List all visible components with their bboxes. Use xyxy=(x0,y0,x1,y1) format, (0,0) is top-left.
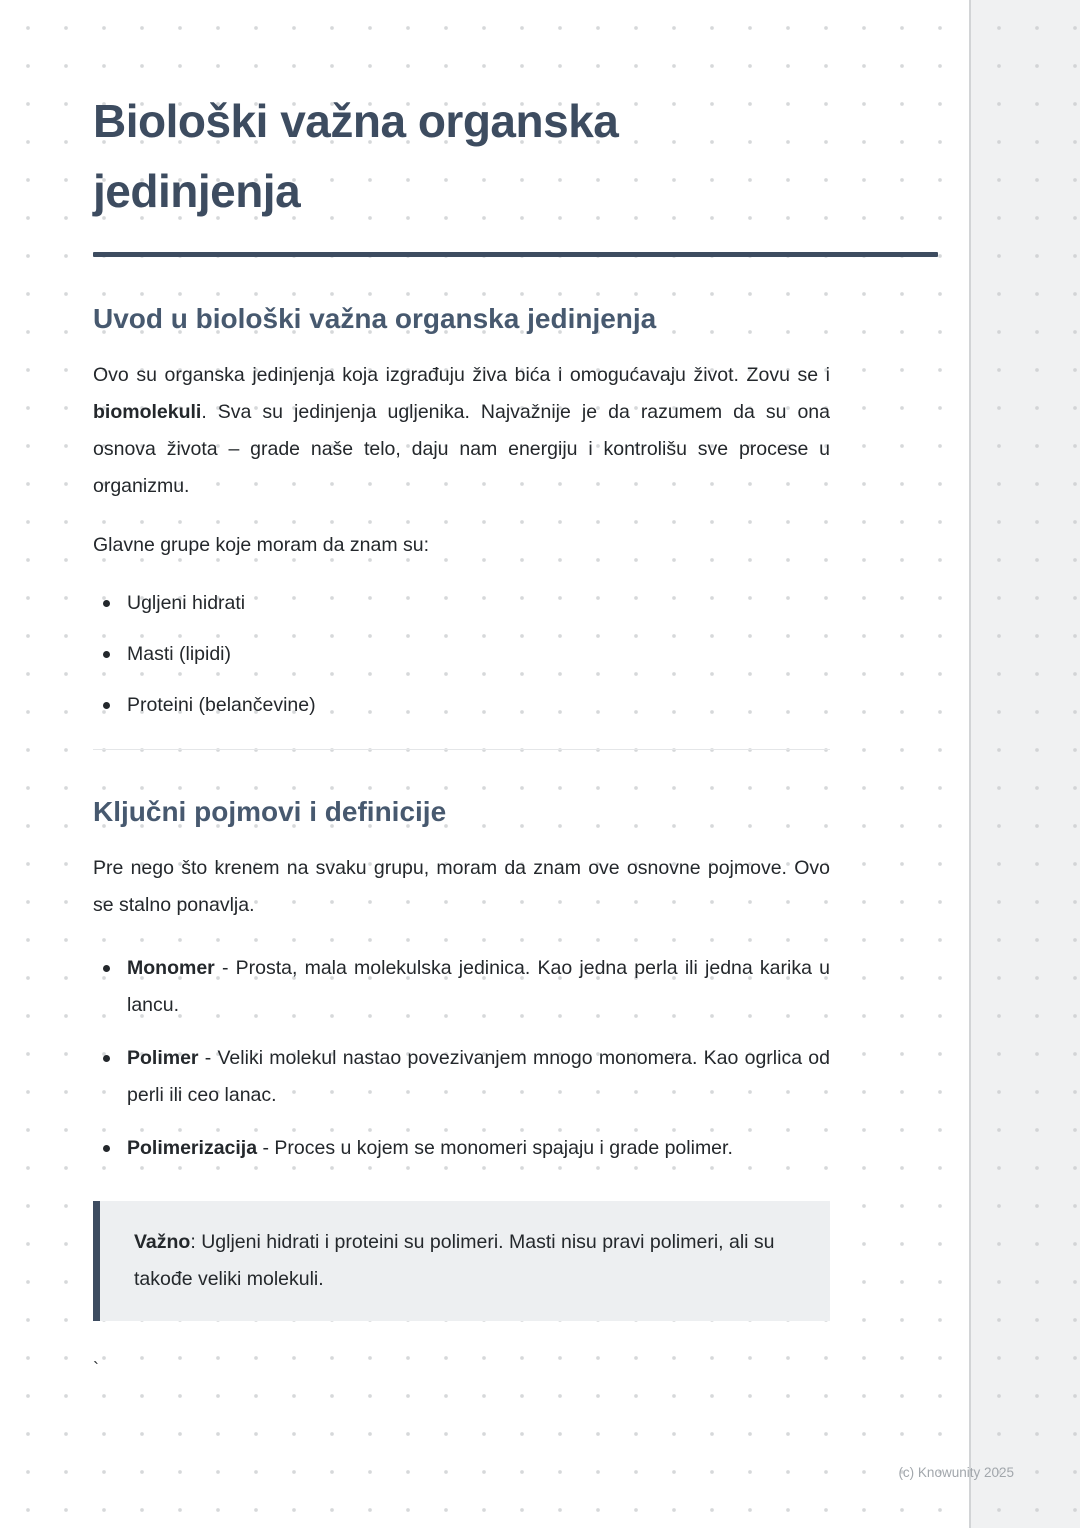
terms-lead-paragraph: Pre nego što krenem na svaku grupu, moram da znam ove osnovne pojmove. Ovo se stalno ponavlja. xyxy=(93,857,830,916)
groups-list xyxy=(93,590,830,719)
page-title-line-2: jedinjenja xyxy=(93,165,301,217)
term-definition: - Prosta, mala molekulska jedinica. Kao jedna perla ili jedna karika u lancu. xyxy=(127,957,830,1016)
term-definition: - Proces u kojem se monomeri spajaju i grade polimer. xyxy=(257,1137,733,1159)
bullet-icon xyxy=(103,702,110,709)
term-name: Monomer xyxy=(127,957,215,979)
page-title-line-1: Biološki važna organska xyxy=(93,95,619,147)
page-title xyxy=(93,86,938,226)
bullet-icon xyxy=(103,1145,110,1152)
section-heading-intro: Uvod u biološki važna organska jedinjenja xyxy=(93,303,657,334)
groups-lead-paragraph: Glavne grupe koje moram da znam su: xyxy=(93,534,429,556)
term-name: Polimer xyxy=(127,1047,199,1069)
list-item xyxy=(93,641,830,668)
list-item-label: Ugljeni hidrati xyxy=(127,592,246,614)
list-item xyxy=(93,590,830,617)
intro-paragraph xyxy=(93,357,830,505)
callout-text: : Ugljeni hidrati i proteini su polimeri. Masti nisu pravi polimeri, ali su takođe veliki molekuli. xyxy=(134,1231,775,1290)
terms-list xyxy=(93,950,830,1167)
intro-paragraph-bold-biomolekuli: biomolekuli xyxy=(93,401,202,423)
callout-label: Važno xyxy=(134,1231,191,1253)
term-item xyxy=(93,1040,830,1114)
bullet-icon xyxy=(103,1055,110,1062)
list-item xyxy=(93,692,830,719)
list-item-label: Proteini (belančevine) xyxy=(127,694,316,716)
bullet-icon xyxy=(103,965,110,972)
term-item xyxy=(93,950,830,1024)
bullet-icon xyxy=(103,600,110,607)
copyright-watermark: (c) Knowunity 2025 xyxy=(898,1465,1014,1480)
important-callout xyxy=(93,1201,830,1321)
intro-paragraph-part-2: . Sva su jedinjenja ugljenika. Najvažnije je da razumem da su ona osnova života – grade naše telo, daju nam energiju i kontrolišu sve procese u organizmu. xyxy=(93,401,830,497)
term-definition: - Veliki molekul nastao povezivanjem mnogo monomera. Kao ogrlica od perli ili ceo lanac. xyxy=(127,1047,830,1106)
intro-paragraph-part-1: Ovo su organska jedinjenja koja izgrađuju živa bića i omogućavaju život. Zovu se i xyxy=(93,364,830,386)
list-item-label: Masti (lipidi) xyxy=(127,643,232,665)
section-heading-terms: Ključni pojmovi i definicije xyxy=(93,796,447,827)
section-divider xyxy=(93,749,830,750)
stray-backtick-character: ` xyxy=(93,1359,99,1379)
paper-right-edge xyxy=(969,0,1080,1528)
term-item xyxy=(93,1130,830,1167)
bullet-icon xyxy=(103,651,110,658)
title-underline-rule xyxy=(93,252,938,257)
term-name: Polimerizacija xyxy=(127,1137,258,1159)
